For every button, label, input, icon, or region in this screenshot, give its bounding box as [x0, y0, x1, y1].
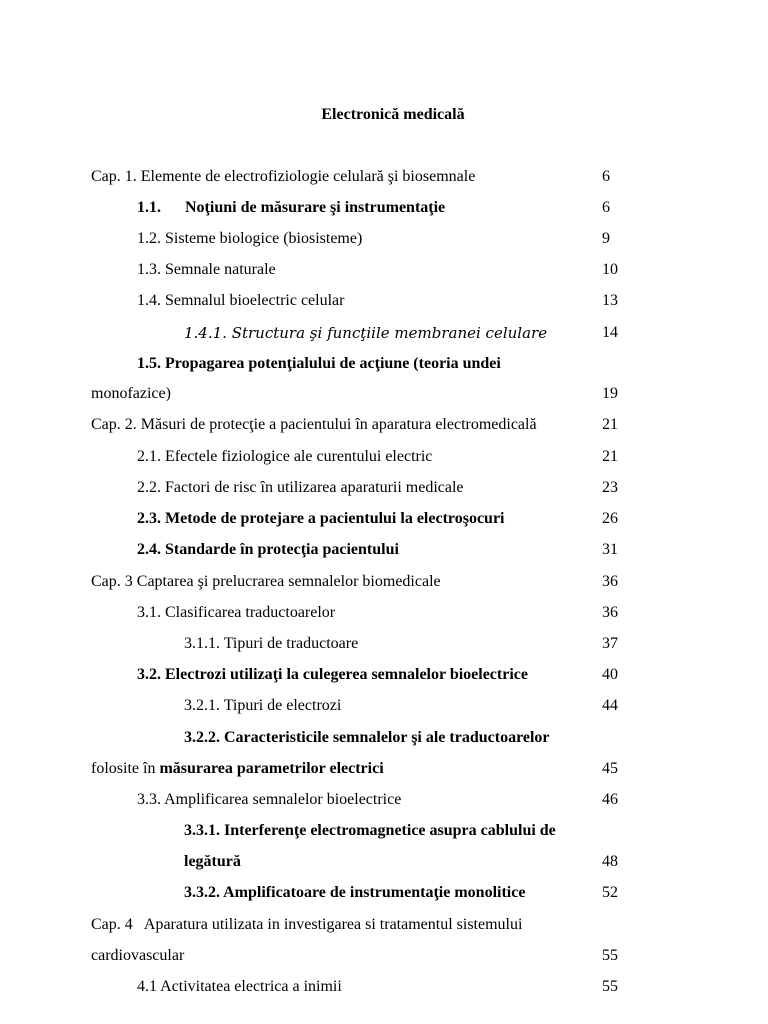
toc-entry-2-2[interactable] — [0, 476, 768, 500]
toc-entry-1-5-continued[interactable] — [0, 382, 768, 406]
toc-entry-chapter-1[interactable] — [0, 165, 768, 189]
toc-entry-4-1[interactable] — [0, 975, 768, 999]
toc-entry-text: legătură — [184, 853, 241, 870]
toc-entry-text: 1.2. Sisteme biologice (biosisteme) — [137, 230, 363, 247]
toc-entry-1-5[interactable] — [0, 352, 768, 376]
toc-entry-chapter-4[interactable] — [0, 913, 768, 937]
toc-entry-page: 9 — [602, 230, 610, 247]
toc-entry-3-3-1[interactable] — [0, 819, 768, 843]
toc-entry-text: Cap. 1. Elemente de electrofiziologie celulară şi biosemnale — [91, 168, 476, 185]
toc-entry-page: 37 — [602, 635, 618, 652]
toc-entry-text: 3.1. Clasificarea traductoarelor — [137, 604, 336, 621]
toc-entry-1-4-1[interactable] — [0, 321, 768, 345]
toc-entry-3-2-2-continued[interactable] — [0, 757, 768, 781]
toc-entry-page: 45 — [602, 760, 618, 777]
toc-entry-1-3[interactable] — [0, 258, 768, 282]
toc-entry-text: 1.3. Semnale naturale — [137, 261, 276, 278]
toc-entry-page: 52 — [602, 884, 618, 901]
toc-entry-3-3-1-continued[interactable] — [0, 850, 768, 874]
toc-entry-page: 23 — [602, 479, 618, 496]
toc-entry-text: 2.1. Efectele fiziologice ale curentului electric — [137, 448, 433, 465]
toc-entry-3-2-1[interactable] — [0, 694, 768, 718]
toc-entry-number: 1.1. — [137, 199, 161, 216]
toc-entry-text: 2.3. Metode de protejare a pacientului la electroşocuri — [137, 510, 505, 527]
toc-entry-page: 14 — [602, 324, 618, 341]
toc-entry-2-4[interactable] — [0, 538, 768, 562]
toc-entry-text: 2.2. Factori de risc în utilizarea aparaturii medicale — [137, 479, 464, 496]
toc-entry-text: monofazice) — [91, 385, 171, 402]
toc-entry-text: 2.4. Standarde în protecţia pacientului — [137, 541, 399, 558]
toc-entry-text-plain: folosite în — [91, 760, 160, 777]
toc-entry-chapter-4-continued[interactable] — [0, 944, 768, 968]
toc-entry-page: 19 — [602, 385, 618, 402]
toc-entry-text: cardiovascular — [91, 947, 185, 964]
toc-entry-text: Cap. 4 Aparatura utilizata in investigarea si tratamentul sistemului — [91, 916, 523, 933]
toc-entry-page: 6 — [602, 199, 610, 216]
toc-entry-1-4[interactable] — [0, 289, 768, 313]
toc-entry-page: 44 — [602, 697, 618, 714]
toc-entry-page: 13 — [602, 292, 618, 309]
toc-entry-text: 3.1.1. Tipuri de traductoare — [184, 635, 359, 652]
toc-entry-chapter-3[interactable] — [0, 570, 768, 594]
toc-entry-text: 3.3.1. Interferenţe electromagnetice asupra cablului de — [184, 822, 556, 839]
toc-entry-2-3[interactable] — [0, 507, 768, 531]
toc-entry-text: 1.4. Semnalul bioelectric celular — [137, 292, 345, 309]
toc-entry-page: 10 — [602, 261, 618, 278]
toc-entry-3-3[interactable] — [0, 788, 768, 812]
toc-entry-1-2[interactable] — [0, 227, 768, 251]
toc-entry-3-2-2[interactable] — [0, 726, 768, 750]
toc-entry-page: 26 — [602, 510, 618, 527]
toc-entry-3-1-1[interactable] — [0, 632, 768, 656]
toc-entry-text: 1.4.1. Structura şi funcţiile membranei celulare — [184, 324, 548, 342]
toc-entry-page: 55 — [602, 947, 618, 964]
toc-entry-page: 6 — [602, 168, 610, 185]
toc-entry-text: Cap. 3 Captarea şi prelucrarea semnalelor biomedicale — [91, 573, 441, 590]
toc-entry-3-1[interactable] — [0, 601, 768, 625]
toc-entry-1-1[interactable] — [0, 196, 768, 220]
toc-entry-page: 21 — [602, 416, 618, 433]
toc-entry-label: Noţiuni de măsurare şi instrumentaţie — [185, 199, 446, 216]
toc-entry-text: Cap. 2. Măsuri de protecţie a pacientului în aparatura electromedicală — [91, 416, 537, 433]
toc-entry-text — [137, 196, 445, 220]
toc-entry-page: 36 — [602, 604, 618, 621]
toc-entry-text: 4.1 Activitatea electrica a inimii — [137, 978, 342, 995]
toc-entry-text-bold: măsurarea parametrilor electrici — [159, 760, 384, 777]
toc-entry-text: 3.3.2. Amplificatoare de instrumentaţie monolitice — [184, 884, 526, 901]
toc-entry-2-1[interactable] — [0, 445, 768, 469]
toc-entry-3-3-2[interactable] — [0, 881, 768, 905]
toc-entry-page: 40 — [602, 666, 618, 683]
toc-entry-page: 31 — [602, 541, 618, 558]
toc-entry-text: 3.2.2. Caracteristicile semnalelor şi ale traductoarelor — [184, 729, 550, 746]
toc-entry-text: 3.2.1. Tipuri de electrozi — [184, 697, 342, 714]
toc-entry-page: 36 — [602, 573, 618, 590]
toc-entry-page: 55 — [602, 978, 618, 995]
toc-entry-text — [91, 757, 384, 781]
toc-entry-text: 3.2. Electrozi utilizaţi la culegerea semnalelor bioelectrice — [137, 666, 528, 683]
toc-entry-page: 46 — [602, 791, 618, 808]
toc-entry-page: 21 — [602, 448, 618, 465]
document-title: Electronică medicală — [321, 106, 465, 123]
toc-entry-chapter-2[interactable] — [0, 413, 768, 437]
toc-entry-page: 48 — [602, 853, 618, 870]
toc-entry-text: 1.5. Propagarea potenţialului de acţiune (teoria undei — [137, 355, 501, 372]
toc-entry-text: 3.3. Amplificarea semnalelor bioelectrice — [137, 791, 402, 808]
toc-entry-3-2[interactable] — [0, 663, 768, 687]
